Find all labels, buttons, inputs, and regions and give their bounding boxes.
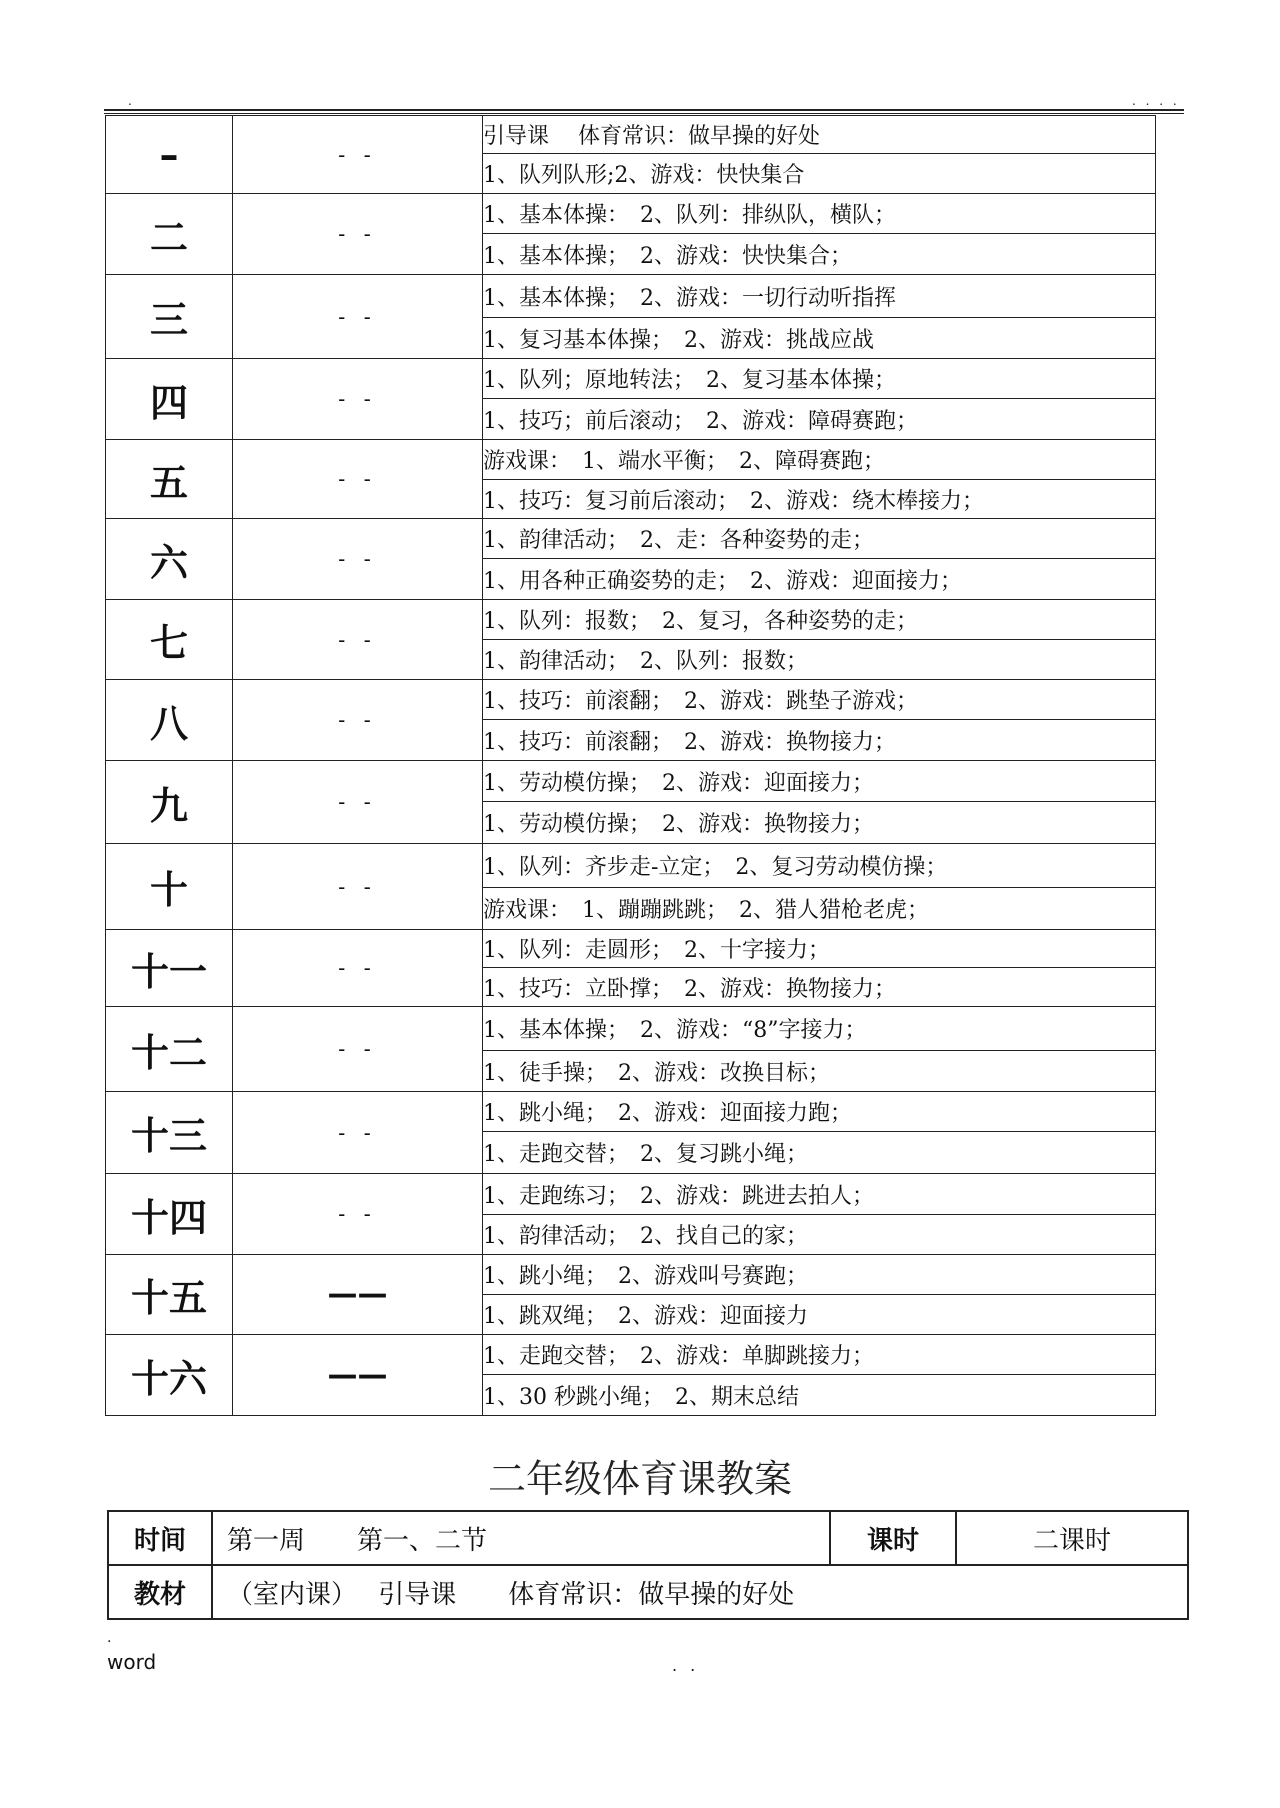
lesson-content: 1、劳动模仿操； 2、游戏：换物接力；	[483, 802, 1156, 844]
header-rule-thin	[104, 113, 1184, 114]
week-date: - -	[233, 1174, 483, 1255]
lesson-content: 1、用各种正确姿势的走； 2、游戏：迎面接力；	[483, 559, 1156, 600]
schedule-row	[106, 1092, 1156, 1132]
week-number: 七	[106, 600, 233, 680]
lesson-content: 1、队列；原地转法； 2、复习基本体操；	[483, 359, 1156, 399]
week-date: - -	[233, 116, 483, 194]
schedule-row	[106, 844, 1156, 888]
week-number: 六	[106, 519, 233, 600]
footer-word: word	[107, 1650, 157, 1674]
footer-dot: .	[107, 1630, 112, 1646]
week-date: - -	[233, 930, 483, 1007]
lesson-content: 1、跳小绳； 2、游戏：迎面接力跑；	[483, 1092, 1156, 1132]
material-value: （室内课） 引导课 体育常识：做早操的好处	[212, 1565, 1188, 1619]
lesson-content: 1、跳小绳； 2、游戏叫号赛跑；	[483, 1255, 1156, 1295]
week-number: 二	[106, 194, 233, 275]
week-date: - -	[233, 680, 483, 761]
lesson-content: 1、韵律活动； 2、走：各种姿势的走；	[483, 519, 1156, 559]
header-left-mark: .	[128, 94, 132, 108]
week-date: - -	[233, 359, 483, 440]
schedule-row	[106, 116, 1156, 154]
week-date: - -	[233, 844, 483, 930]
schedule-row	[106, 519, 1156, 559]
week-date: ——	[233, 1255, 483, 1335]
schedule-row	[106, 680, 1156, 720]
week-number: 三	[106, 275, 233, 359]
lesson-content: 1、基本体操； 2、游戏：一切行动听指挥	[483, 275, 1156, 318]
hours-value: 二课时	[956, 1511, 1188, 1565]
footer-center-mark: . .	[672, 1656, 700, 1675]
hours-label: 课时	[830, 1511, 956, 1565]
lesson-plan-title: 二年级体育课教案	[487, 1457, 792, 1501]
week-number: 十四	[106, 1174, 233, 1255]
schedule-row	[106, 1335, 1156, 1375]
lesson-content: 1、跳双绳； 2、游戏：迎面接力	[483, 1295, 1156, 1335]
header-right-mark: . . . .	[1132, 94, 1180, 108]
time-value: 第一周 第一、二节	[212, 1511, 830, 1565]
lesson-content: 引导课 体育常识：做早操的好处	[483, 116, 1156, 154]
week-date: - -	[233, 600, 483, 680]
lesson-content: 1、复习基本体操； 2、游戏：挑战应战	[483, 318, 1156, 359]
lesson-content: 1、韵律活动； 2、队列：报数；	[483, 640, 1156, 680]
lesson-content: 1、30 秒跳小绳； 2、期末总结	[483, 1375, 1156, 1416]
schedule-row	[106, 275, 1156, 318]
week-number: 九	[106, 761, 233, 844]
schedule-row	[106, 1255, 1156, 1295]
schedule-table	[105, 115, 1156, 1416]
schedule-row	[106, 440, 1156, 480]
lesson-content: 1、走跑交替； 2、游戏：单脚跳接力；	[483, 1335, 1156, 1375]
week-number: 八	[106, 680, 233, 761]
header-rule	[104, 109, 1184, 111]
lesson-plan-row-time	[108, 1511, 1188, 1565]
lesson-content: 1、劳动模仿操； 2、游戏：迎面接力；	[483, 761, 1156, 802]
lesson-content: 1、基本体操； 2、游戏：“8”字接力；	[483, 1007, 1156, 1051]
lesson-content: 1、技巧：复习前后滚动； 2、游戏：绕木棒接力；	[483, 480, 1156, 519]
schedule-row	[106, 930, 1156, 968]
lesson-content: 游戏课： 1、蹦蹦跳跳； 2、猎人猎枪老虎；	[483, 888, 1156, 930]
time-label: 时间	[108, 1511, 212, 1565]
lesson-content: 1、韵律活动； 2、找自己的家；	[483, 1215, 1156, 1255]
lesson-content: 1、基本体操： 2、队列：排纵队，横队；	[483, 194, 1156, 234]
schedule-row	[106, 359, 1156, 399]
lesson-content: 1、队列：走圆形； 2、十字接力；	[483, 930, 1156, 968]
week-number: 十六	[106, 1335, 233, 1416]
week-date: - -	[233, 194, 483, 275]
week-number: 四	[106, 359, 233, 440]
lesson-plan-row-material	[108, 1565, 1188, 1619]
week-date: - -	[233, 440, 483, 519]
schedule-row	[106, 194, 1156, 234]
material-label: 教材	[108, 1565, 212, 1619]
week-date: - -	[233, 275, 483, 359]
lesson-content: 1、走跑交替； 2、复习跳小绳；	[483, 1132, 1156, 1174]
schedule-row	[106, 1007, 1156, 1051]
week-number: 五	[106, 440, 233, 519]
week-date: - -	[233, 1007, 483, 1092]
week-date: ——	[233, 1335, 483, 1416]
lesson-content: 1、队列队形;2、游戏：快快集合	[483, 154, 1156, 194]
week-number: 十二	[106, 1007, 233, 1092]
week-date: - -	[233, 519, 483, 600]
lesson-content: 1、队列：报数； 2、复习，各种姿势的走；	[483, 600, 1156, 640]
week-date: - -	[233, 761, 483, 844]
week-number: 十	[106, 844, 233, 930]
lesson-content: 1、技巧：前滚翻； 2、游戏：跳垫子游戏；	[483, 680, 1156, 720]
lesson-content: 1、技巧：前滚翻； 2、游戏：换物接力；	[483, 720, 1156, 761]
week-date: - -	[233, 1092, 483, 1174]
lesson-content: 游戏课： 1、端水平衡； 2、障碍赛跑；	[483, 440, 1156, 480]
week-number: –	[106, 116, 233, 194]
lesson-content: 1、技巧；前后滚动； 2、游戏：障碍赛跑；	[483, 399, 1156, 440]
lesson-content: 1、技巧：立卧撑； 2、游戏：换物接力；	[483, 968, 1156, 1007]
lesson-content: 1、基本体操； 2、游戏：快快集合；	[483, 234, 1156, 275]
week-number: 十一	[106, 930, 233, 1007]
week-number: 十三	[106, 1092, 233, 1174]
lesson-content: 1、徒手操； 2、游戏：改换目标；	[483, 1051, 1156, 1092]
lesson-plan-table	[107, 1510, 1189, 1620]
week-number: 十五	[106, 1255, 233, 1335]
lesson-content: 1、走跑练习； 2、游戏：跳进去拍人；	[483, 1174, 1156, 1215]
schedule-row	[106, 600, 1156, 640]
schedule-row	[106, 1174, 1156, 1215]
lesson-content: 1、队列：齐步走-立定； 2、复习劳动模仿操；	[483, 844, 1156, 888]
schedule-row	[106, 761, 1156, 802]
